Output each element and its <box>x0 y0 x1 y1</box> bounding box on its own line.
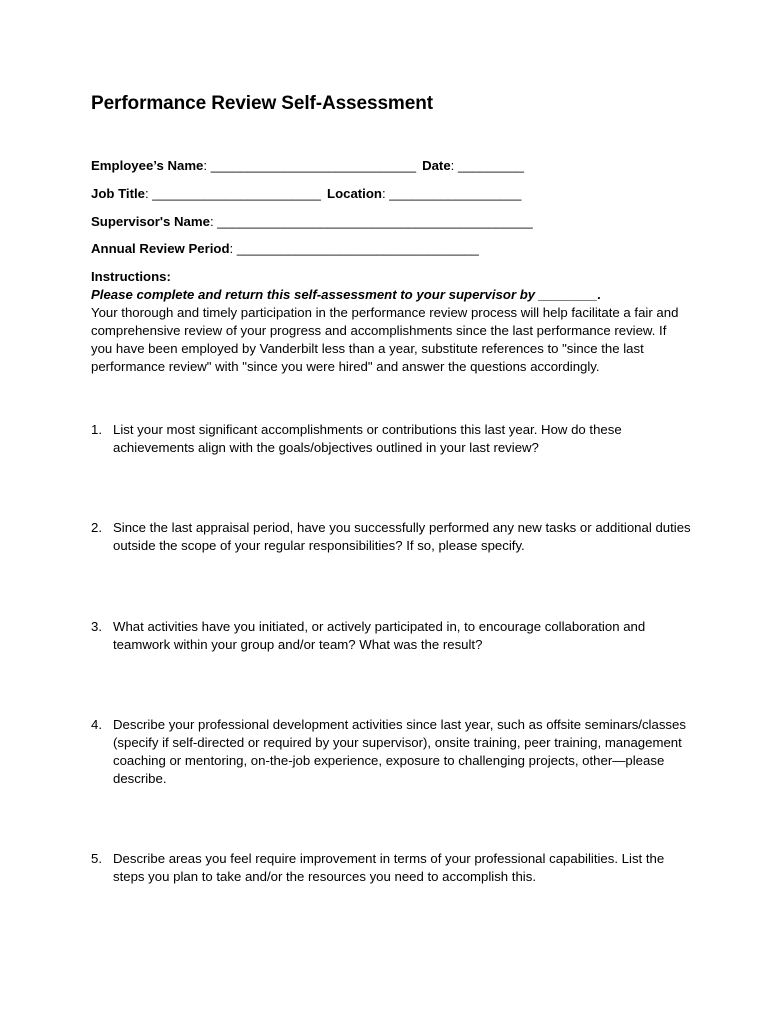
instructions-block <box>91 268 691 376</box>
question-text: Since the last appraisal period, have you successfully performed any new tasks or additional duties outside the scope of your regular responsibilities? If so, please specify. <box>113 520 691 553</box>
review-period-row <box>91 241 479 257</box>
question-number: 1. <box>91 422 102 437</box>
employee-name-field[interactable]: : ____________________________ <box>203 158 417 173</box>
date-label: Date <box>422 158 451 173</box>
question-item <box>91 850 691 886</box>
question-number: 4. <box>91 717 102 732</box>
question-number: 3. <box>91 619 102 634</box>
supervisor-row <box>91 214 533 230</box>
location-label: Location <box>327 186 382 201</box>
question-text: What activities have you initiated, or actively participated in, to encourage collaboration and teamwork within your group and/or team? What was the result? <box>113 619 646 652</box>
question-number: 2. <box>91 520 102 535</box>
review-period-field[interactable]: : _________________________________ <box>229 241 479 256</box>
question-item <box>91 421 691 457</box>
job-title-field[interactable]: : _______________________ <box>144 186 322 201</box>
employee-name-row <box>91 158 524 174</box>
location-field[interactable]: : __________________ <box>381 186 522 201</box>
date-field[interactable]: : _________ <box>450 158 525 173</box>
question-item <box>91 519 691 555</box>
supervisor-name-field[interactable]: : ___________________________________________ <box>209 214 533 229</box>
instructions-body: Your thorough and timely participation in the performance review process will help facilitate a fair and comprehensive review of your progress and accomplishments since the last performance review. If you have been employed by Vanderbilt less than a year, substitute references to "since the last performance review" with "since you were hired" and answer the questions accordingly. <box>91 305 679 374</box>
question-item <box>91 618 691 654</box>
instructions-heading: Instructions: <box>91 269 171 284</box>
question-item <box>91 716 691 788</box>
job-title-label: Job Title <box>91 186 145 201</box>
employee-name-label: Employee’s Name <box>91 158 204 173</box>
page-title: Performance Review Self-Assessment <box>91 93 433 114</box>
question-number: 5. <box>91 851 102 866</box>
question-text: Describe your professional development activities since last year, such as offsite seminars/classes (specify if self-directed or required by your supervisor), onsite training, peer training, management coaching or mentoring, on-the-job experience, exposure to challenging projects, other—please describe. <box>113 717 686 786</box>
job-title-row <box>91 186 521 202</box>
question-text: Describe areas you feel require improvement in terms of your professional capabilities. List the steps you plan to take and/or the resources you need to accomplish this. <box>113 851 665 884</box>
instructions-deadline: Please complete and return this self-assessment to your supervisor by ________. <box>91 287 602 302</box>
review-period-label: Annual Review Period <box>91 241 230 256</box>
supervisor-name-label: Supervisor's Name <box>91 214 210 229</box>
question-text: List your most significant accomplishments or contributions this last year. How do these achievements align with the goals/objectives outlined in your last review? <box>113 422 622 455</box>
